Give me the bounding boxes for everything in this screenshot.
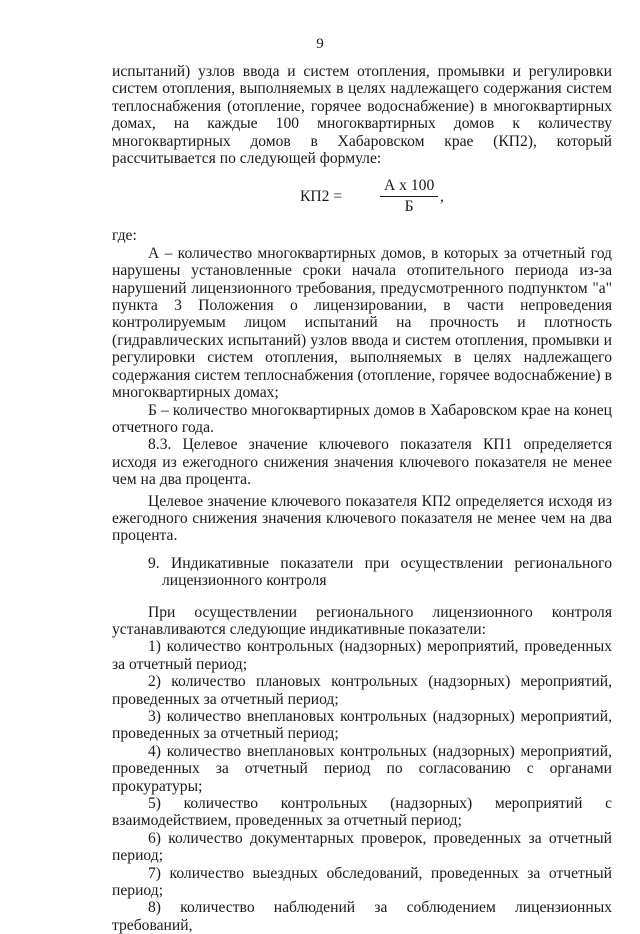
list-item: 1) количество контрольных (надзорных) мероприятий, проведенных за отчетный период; bbox=[112, 638, 612, 673]
list-item: 8) количество наблюдений за соблюдением лицензионных требований, bbox=[112, 899, 612, 934]
list-item: 3) количество внеплановых контрольных (надзорных) мероприятий, проведенных за отчетный период; bbox=[112, 708, 612, 743]
page-content bbox=[112, 63, 612, 934]
page-number: 9 bbox=[316, 36, 324, 52]
indicators-intro: При осуществлении регионального лицензионного контроля устанавливаются следующие индикативные показатели: bbox=[112, 603, 612, 638]
paragraph-8-3: 8.3. Целевое значение ключевого показателя КП1 определяется исходя из ежегодного снижения значения ключевого показателя не менее чем на два процента. bbox=[112, 436, 612, 489]
section-heading-line1: 9. Индикативные показатели при осуществлении регионального bbox=[148, 554, 612, 572]
section-heading-9 bbox=[112, 555, 612, 590]
formula-trail: , bbox=[440, 188, 444, 206]
list-item: 4) количество внеплановых контрольных (надзорных) мероприятий, проведенных за отчетный период по согласованию с органами прокуратуры; bbox=[112, 742, 612, 795]
definition-b: Б – количество многоквартирных домов в Хабаровском крае на конец отчетного года. bbox=[112, 401, 612, 436]
list-item: 2) количество плановых контрольных (надзорных) мероприятий, проведенных за отчетный период; bbox=[112, 673, 612, 708]
formula-kp2 bbox=[112, 171, 612, 227]
intro-paragraph: испытаний) узлов ввода и систем отопления, промывки и регулировки систем отопления, выполняемых в целях надлежащего содержания систем теплоснабжения (отопление, горячее водоснабжение) в многоквартирных домах, на каждые 100 многоквартирных домов к количеству многоквартирных домов в Хабаровском крае (КП2), который рассчитывается по следующей формуле: bbox=[112, 63, 612, 168]
list-item: 5) количество контрольных (надзорных) мероприятий с взаимодействием, проведенных за отчетный период; bbox=[112, 795, 612, 830]
list-item: 7) количество выездных обследований, проведенных за отчетный период; bbox=[112, 864, 612, 900]
list-item: 6) количество документарных проверок, проведенных за отчетный период; bbox=[112, 829, 612, 865]
definition-a: А – количество многоквартирных домов, в которых за отчетный год нарушены установленные сроки начала отопительного периода из-за нарушений лицензионного требования, предусмотренного подпунктом "а" пункта 3 Положения о лицензировании, в части непроведения контролируемым лицом испытаний на прочность и плотность (гидравлических испытаний) узлов ввода и систем отопления, промывки и регулировки систем отопления, выполняемых в целях надлежащего содержания систем теплоснабжения (отопление, горячее водоснабжение) в многоквартирных домах; bbox=[112, 244, 612, 402]
formula-lhs: КП2 = bbox=[300, 188, 343, 206]
where-label: где: bbox=[112, 227, 137, 245]
formula-fraction bbox=[380, 177, 438, 215]
section-heading-line2: лицензионного контроля bbox=[162, 572, 327, 590]
paragraph-kp2-target: Целевое значение ключевого показателя КП2 определяется исходя из ежегодного снижения значения ключевого показателя не менее чем на два процента. bbox=[112, 492, 612, 545]
formula-numerator: А х 100 bbox=[380, 177, 438, 196]
formula-denominator: Б bbox=[404, 197, 414, 215]
